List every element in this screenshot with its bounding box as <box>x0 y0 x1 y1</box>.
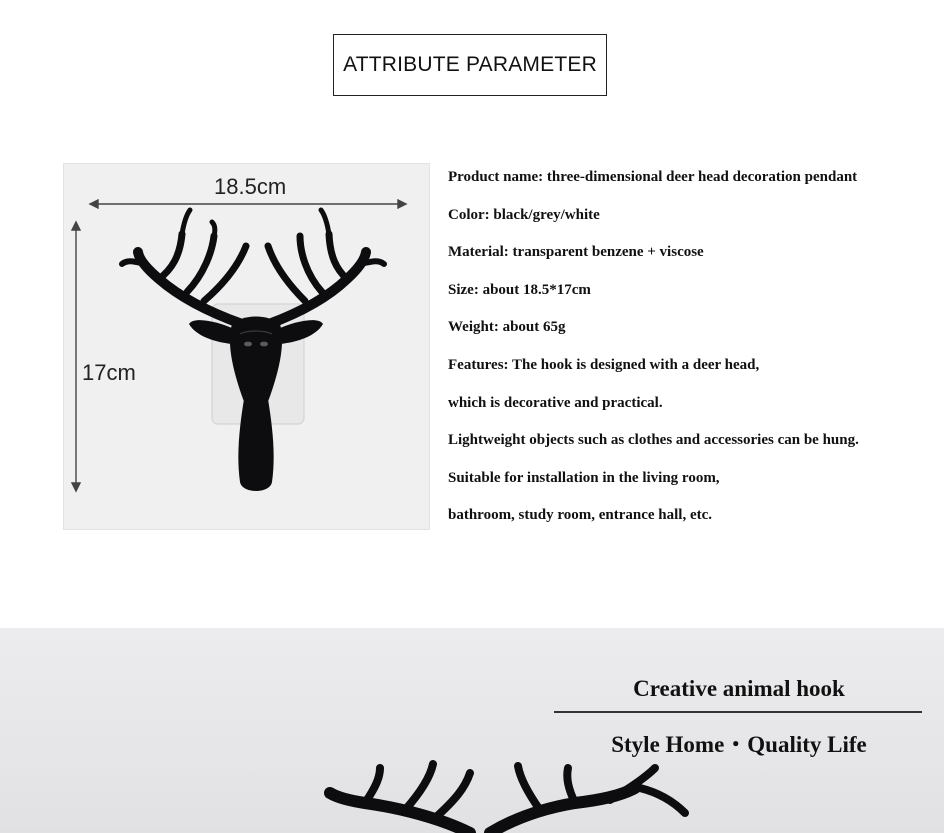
spec-size: Size: about 18.5*17cm <box>448 281 591 298</box>
spec-material: Material: transparent benzene + viscose <box>448 244 704 261</box>
width-dimension-label: 18.5cm <box>214 174 287 199</box>
eye-highlight <box>244 342 252 347</box>
eye-highlight <box>260 342 268 347</box>
deer-head-hook-icon <box>64 164 430 530</box>
banner-tagline-primary: Creative animal hook <box>633 676 845 701</box>
section-title: ATTRIBUTE PARAMETER <box>333 34 607 96</box>
spec-features-cont: which is decorative and practical. <box>448 394 663 411</box>
spec-list <box>448 166 938 542</box>
spec-weight: Weight: about 65g <box>448 319 566 336</box>
product-photo <box>63 163 430 530</box>
banner-tagline-secondary: Style Home・Quality Life <box>611 732 867 757</box>
spec-installation: Suitable for installation in the living room, <box>448 469 720 486</box>
spec-color: Color: black/grey/white <box>448 206 600 223</box>
spec-product-name: Product name: three-dimensional deer head decoration pendant <box>448 169 858 185</box>
spec-features: Features: The hook is designed with a deer head, <box>448 356 760 373</box>
spec-installation-cont: bathroom, study room, entrance hall, etc. <box>448 507 713 524</box>
banner-section <box>0 628 944 833</box>
antler-preview-icon <box>0 628 944 833</box>
height-dimension-label: 17cm <box>82 360 136 385</box>
spec-load: Lightweight objects such as clothes and accessories can be hung. <box>448 432 859 449</box>
